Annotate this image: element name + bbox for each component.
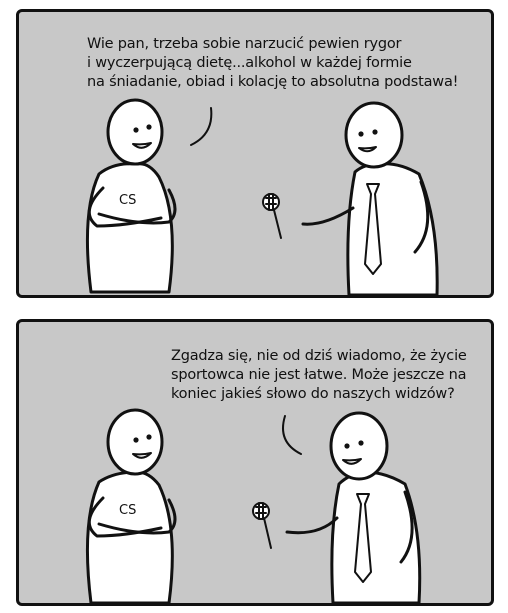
athlete-body bbox=[87, 164, 172, 292]
athlete-body bbox=[87, 472, 172, 603]
microphone-head bbox=[253, 503, 269, 519]
athlete-shirt-logo: CS bbox=[119, 193, 137, 208]
athlete-eye bbox=[146, 434, 151, 439]
reporter-head bbox=[346, 103, 402, 167]
speech-text: Wie pan, trzeba sobie narzucić pewien rygor i wyczerpującą dietę...alkohol w każdej formie na śniadanie, obiad i kolację to absolutna podstawa! bbox=[87, 36, 459, 90]
reporter-arm bbox=[303, 208, 353, 224]
reporter-figure bbox=[253, 413, 420, 603]
athlete-eye bbox=[133, 437, 138, 442]
reporter-arm bbox=[287, 518, 337, 533]
reporter-eye bbox=[344, 443, 349, 448]
comic-panel-1 bbox=[16, 9, 494, 298]
reporter-figure bbox=[263, 103, 437, 295]
speech-tail bbox=[283, 416, 301, 454]
microphone-handle bbox=[264, 518, 271, 548]
microphone-head bbox=[263, 194, 279, 210]
microphone-handle bbox=[274, 210, 281, 238]
reporter-eye bbox=[358, 440, 363, 445]
reporter-eye bbox=[372, 129, 377, 134]
panel-1-scene bbox=[19, 12, 491, 295]
reporter-head bbox=[331, 413, 387, 479]
microphone bbox=[263, 194, 281, 238]
athlete-figure bbox=[87, 100, 175, 292]
reporter-body bbox=[332, 472, 420, 603]
panel-2-scene bbox=[19, 322, 491, 603]
speech-text: Zgadza się, nie od dziś wiadomo, że życie sportowca nie jest łatwe. Może jeszcze na koniec jakieś słowo do naszych widzów? bbox=[171, 348, 467, 402]
athlete-eye bbox=[146, 124, 151, 129]
reporter-body bbox=[348, 164, 437, 295]
athlete-shirt-logo: CS bbox=[119, 503, 137, 518]
athlete-eye bbox=[133, 127, 138, 132]
athlete-figure bbox=[87, 410, 175, 603]
reporter-eye bbox=[358, 131, 363, 136]
speech-tail bbox=[191, 108, 211, 145]
microphone bbox=[253, 503, 271, 548]
comic-panel-2 bbox=[16, 319, 494, 606]
